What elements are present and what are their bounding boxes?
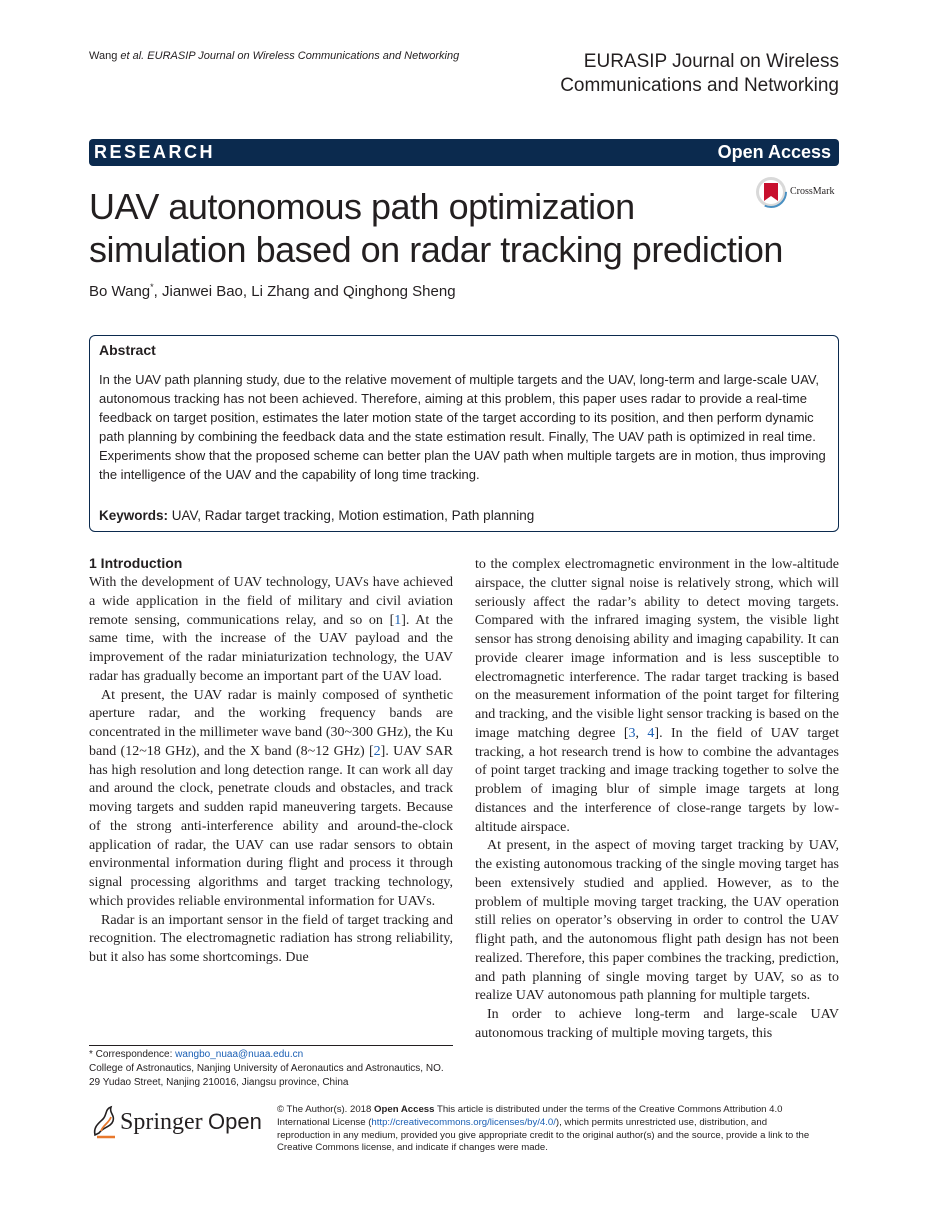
- license-url-link[interactable]: http://creativecommons.org/licenses/by/4.0/: [371, 1116, 556, 1128]
- citation-link[interactable]: 4: [647, 725, 655, 741]
- paragraph: to the complex electromagnetic environment in the low-altitude airspace, the clutter signal noise is relatively strong, which will seriously affect the radar’s ability to detect moving targets. Compared with the infrared imaging system, the visible light sensor has strong denoising ability and imaging capability. It can provide clearer image information and is less susceptible to electromagnetic interference. The radar target tracking is based on the measurement information of the point target for filtering and tracking, and the visible light sensor tracking is based on the image matching degree [3, 4]. In the field of UAV target tracking, a hot research trend is how to combine the advantages of point target tracking and image tracking together to solve the problem of imaging blur of simple image targets at long distances and the interference of close-range targets by low-altitude airspace.: [475, 557, 840, 835]
- license-statement: © The Author(s). 2018 Open Access This article is distributed under the terms of the Creative Commons Attribution 4.0 International License (http://creativecommons.org/licenses/by/4.0/), which permits unrestricted use, distribution, and reproduction in any medium, provided you give appropriate credit to the original author(s) and the source, provide a link to the Creative Commons license, and indicate if changes were made.: [277, 1104, 810, 1154]
- keywords-list: UAV, Radar target tracking, Motion estimation, Path planning: [168, 508, 535, 523]
- paragraph: In order to achieve long-term and large-scale UAV autonomous tracking of multiple moving targets, this: [475, 1007, 839, 1041]
- corresponding-mark: *: [150, 282, 154, 292]
- abstract-text: In the UAV path planning study, due to the relative movement of multiple targets and the UAV, long-term and large-scale UAV, autonomous tracking has not been achieved. Therefore, aiming at this problem, this paper uses radar to provide a real-time feedback on target position, estimates the later motion state of the target according to its position, and then perform dynamic path planning by combining the feedback data and the state estimation result. Finally, The UAV path is optimized in real time. Experiments show that the proposed scheme can better plan the UAV path when multiple targets are in motion, thus improving the intelligence of the UAV and the capability of long time tracking.: [99, 372, 826, 482]
- journal-name: [560, 50, 839, 98]
- footnote: [89, 1048, 453, 1090]
- paragraph: With the development of UAV technology, UAVs have achieved a wide application in the field of military and civil aviation remote sensing, communications relay, and so on [1]. At the same time, with the increase of the UAV payload and the improvement of the radar miniaturization technology, the UAV radar has gradually become an important part of the UAV load.: [89, 575, 453, 684]
- running-header-authors: Wang: [89, 50, 121, 62]
- authors-rest: , Jianwei Bao, Li Zhang and Qinghong Sheng: [153, 283, 456, 300]
- correspondence-label: * Correspondence:: [89, 1049, 176, 1060]
- citation-link[interactable]: 2: [373, 743, 381, 759]
- keywords-label: Keywords:: [99, 508, 169, 523]
- article-type-label: RESEARCH: [94, 142, 216, 162]
- abstract-box: [89, 335, 839, 532]
- footnote-divider: [89, 1045, 453, 1046]
- citation-link[interactable]: 1: [394, 612, 402, 628]
- crossmark-icon[interactable]: [755, 176, 787, 208]
- article-title-line1: UAV autonomous path optimization: [89, 186, 635, 227]
- paragraph: At present, in the aspect of moving target tracking by UAV, the existing autonomous tracking of the single moving target has been extensively studied and applied. However, as to the problem of multiple moving target tracking, the UAV operation still relies on operator’s observing in order to control the UAV flight path, and the autonomous flight path design has not been realized. Therefore, this paper combines the tracking, prediction, and path planning of single moving target by UAV, so as to realize UAV autonomous path planning for multiple targets.: [475, 838, 839, 1004]
- open-access-label: Open Access: [717, 142, 831, 162]
- crossmark-label[interactable]: CrossMark: [790, 186, 835, 197]
- authors: [89, 282, 456, 300]
- article-title: [89, 185, 789, 271]
- running-header: [89, 50, 459, 62]
- open-wordmark: Open: [208, 1109, 262, 1134]
- email-link[interactable]: wangbo_nuaa@nuaa.edu.cn: [175, 1049, 304, 1060]
- license-open-access: Open Access: [374, 1104, 435, 1115]
- springer-wordmark: Springer: [120, 1109, 203, 1135]
- paragraph: Radar is an important sensor in the field of target tracking and recognition. The electromagnetic radiation has strong reliability, but it also has some shortcomings. Due: [89, 912, 453, 965]
- section-heading: 1 Introduction: [89, 555, 183, 571]
- paragraph: At present, the UAV radar is mainly composed of synthetic aperture radar, and the working frequency bands are concentrated in the millimeter wave band (30~300 GHz), the Ku band (12~18 GHz), and the X band (8~12 GHz) [2]. UAV SAR has high resolution and long detection range. It can work all day and around the clock, penetrate clouds and obstacles, and track moving targets and sudden rapid maneuvering targets. Because of the strong anti-interference ability and around-the-clock application of radar, the UAV can use radar sensors to obtain environmental information during flight and process it through signal processing algorithms and target tracking technology, which provides reliable environmental information for UAVs.: [89, 687, 454, 909]
- journal-name-line1: EURASIP Journal on Wireless: [583, 51, 839, 72]
- abstract-heading: Abstract: [99, 342, 156, 358]
- article-title-line2: simulation based on radar tracking prediction: [89, 229, 783, 270]
- journal-name-line2: Communications and Networking: [560, 75, 839, 96]
- article-type-banner: [89, 139, 839, 166]
- body-column-left: [89, 574, 453, 968]
- running-header-journal: et al. EURASIP Journal on Wireless Communications and Networking: [120, 50, 460, 62]
- citation-link[interactable]: 3: [628, 725, 636, 741]
- author-first: Bo Wang: [89, 283, 151, 300]
- body-column-right: [475, 556, 839, 1044]
- keywords: [99, 508, 534, 523]
- affiliation: College of Astronautics, Nanjing University of Aeronautics and Astronautics, NO. 29 Yudao Street, Nanjing 210016, Jiangsu province, China: [89, 1063, 444, 1088]
